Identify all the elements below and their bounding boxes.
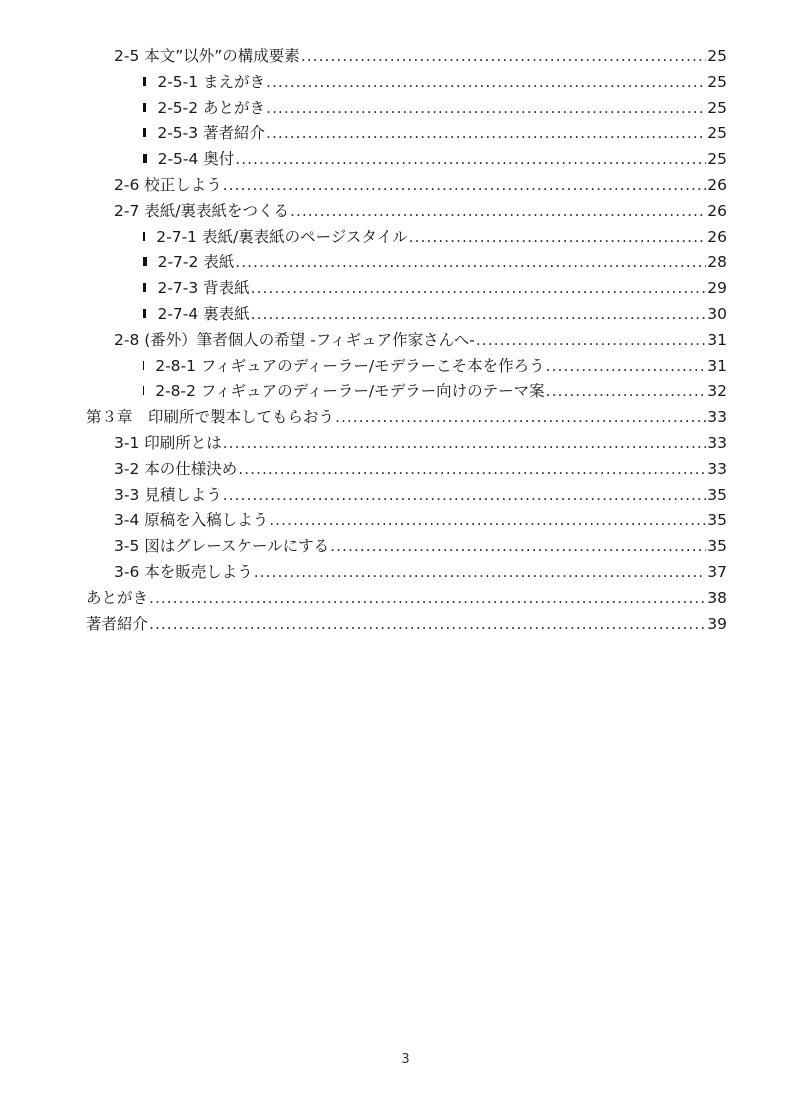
toc-entry-page: 32 — [707, 382, 727, 401]
toc-entry-title: 2-8 (番外）筆者個人の希望 -フィギュア作家さんへ- — [114, 330, 475, 349]
bullet-square-icon — [143, 77, 146, 86]
toc-entry[interactable] — [86, 173, 727, 199]
bullet-square-icon — [143, 386, 144, 395]
dot-leader — [235, 150, 706, 168]
dot-leader — [409, 228, 707, 246]
toc-entry[interactable] — [86, 457, 727, 483]
dot-leader — [149, 589, 706, 607]
toc-entry[interactable] — [86, 508, 727, 534]
toc-entry[interactable] — [86, 431, 727, 457]
toc-entry-title: 3-4 原稿を入稿しよう — [114, 511, 269, 530]
bullet-square-icon — [143, 103, 146, 112]
dot-leader — [330, 537, 706, 555]
toc-entry-page: 26 — [707, 227, 727, 246]
toc-entry-title: 2-7-4 裏表紙 — [157, 304, 250, 323]
bullet-square-icon — [143, 283, 146, 292]
toc-entry[interactable] — [86, 121, 727, 147]
toc-entry-title: 2-5 本文”以外”の構成要素 — [114, 47, 300, 65]
toc-entry-page: 31 — [707, 330, 727, 349]
dot-leader — [266, 124, 706, 142]
toc-entry-page: 38 — [707, 588, 727, 607]
toc-entry-title: 3-1 印刷所とは — [114, 433, 222, 452]
toc-entry-page: 33 — [707, 433, 727, 452]
toc-entry[interactable] — [86, 147, 727, 173]
toc-entry-title: 著者紹介 — [86, 614, 149, 633]
dot-leader — [251, 279, 707, 297]
toc-entry[interactable] — [86, 483, 727, 509]
toc-entry-page: 37 — [707, 562, 727, 581]
toc-entry-page: 25 — [707, 150, 727, 169]
toc-entry-title: 2-5-3 著者紹介 — [157, 124, 266, 143]
toc-entry-page: 25 — [707, 124, 727, 143]
toc-entry-title: 3-6 本を販売しよう — [114, 562, 253, 581]
toc-entry-page: 35 — [707, 485, 727, 504]
toc-entry-page: 25 — [707, 47, 727, 65]
toc-entry-title: 2-7-3 背表紙 — [157, 279, 250, 298]
toc-entry[interactable] — [86, 328, 727, 354]
toc-entry-page: 35 — [707, 511, 727, 530]
toc-entry-page: 35 — [707, 537, 727, 556]
toc-entry-page: 29 — [707, 279, 727, 298]
toc-entry[interactable] — [86, 560, 727, 586]
toc-entry-page: 39 — [707, 614, 727, 633]
toc-entry[interactable] — [86, 379, 727, 405]
page-number: 3 — [401, 1052, 410, 1067]
toc-entry-title: 3-5 図はグレースケールにする — [114, 537, 330, 556]
dot-leader — [251, 305, 707, 323]
dot-leader — [335, 408, 706, 426]
toc-entry[interactable] — [86, 302, 727, 328]
bullet-square-icon — [143, 309, 146, 318]
toc-entry[interactable] — [86, 276, 727, 302]
bullet-square-icon — [143, 154, 147, 163]
dot-leader — [223, 434, 707, 452]
table-of-contents — [86, 44, 727, 637]
dot-leader — [149, 615, 706, 633]
dot-leader — [269, 511, 706, 529]
bullet-square-icon — [143, 232, 145, 241]
toc-entry-page: 28 — [707, 253, 727, 272]
bullet-square-icon — [143, 257, 147, 266]
toc-entry-title: 2-8-1 フィギュアのディーラー/モデラーこそ本を作ろう — [155, 356, 545, 375]
toc-entry-title: 2-7 表紙/裏表紙をつくる — [114, 201, 289, 220]
dot-leader — [223, 486, 707, 504]
toc-entry-page: 33 — [707, 408, 727, 427]
toc-entry-page: 31 — [707, 356, 727, 375]
toc-entry-title: 2-5-4 奥付 — [157, 150, 235, 169]
toc-entry-title: あとがき — [86, 588, 149, 607]
dot-leader — [301, 47, 706, 65]
dot-leader — [546, 382, 707, 400]
toc-entry-title: 3-2 本の仕様決め — [114, 459, 238, 478]
bullet-square-icon — [143, 361, 144, 370]
toc-entry-title: 第３章 印刷所で製本してもらおう — [86, 408, 335, 427]
toc-entry[interactable] — [86, 199, 727, 225]
dot-leader — [266, 99, 706, 117]
toc-entry[interactable] — [86, 534, 727, 560]
toc-entry-title: 2-5-2 あとがき — [157, 98, 266, 117]
dot-leader — [223, 176, 707, 194]
toc-entry-title: 3-3 見積しよう — [114, 485, 222, 504]
toc-entry[interactable] — [86, 44, 727, 70]
dot-leader — [290, 202, 706, 220]
toc-entry-title: 2-6 校正しよう — [114, 175, 222, 194]
toc-entry-page: 26 — [707, 201, 727, 220]
dot-leader — [266, 73, 706, 91]
toc-entry-title: 2-7-1 表紙/裏表紙のページスタイル — [156, 227, 408, 246]
dot-leader — [254, 563, 707, 581]
bullet-square-icon — [143, 128, 146, 137]
toc-entry-title: 2-5-1 まえがき — [157, 72, 266, 91]
toc-entry[interactable] — [86, 96, 727, 122]
toc-entry[interactable] — [86, 250, 727, 276]
dot-leader — [546, 357, 707, 375]
toc-entry-page: 26 — [707, 175, 727, 194]
toc-entry[interactable] — [86, 70, 727, 96]
toc-entry-title: 2-8-2 フィギュアのディーラー/モデラー向けのテーマ案 — [155, 382, 545, 401]
toc-entry-page: 25 — [707, 98, 727, 117]
toc-entry[interactable] — [86, 612, 727, 638]
toc-entry-title: 2-7-2 表紙 — [157, 253, 235, 272]
toc-entry-page: 30 — [707, 304, 727, 323]
toc-entry-page: 33 — [707, 459, 727, 478]
dot-leader — [235, 253, 706, 271]
toc-entry[interactable] — [86, 354, 727, 380]
toc-entry[interactable] — [86, 405, 727, 431]
dot-leader — [238, 460, 706, 478]
dot-leader — [476, 331, 706, 349]
toc-entry[interactable] — [86, 586, 727, 612]
toc-entry-page: 25 — [707, 72, 727, 91]
toc-entry[interactable] — [86, 225, 727, 251]
